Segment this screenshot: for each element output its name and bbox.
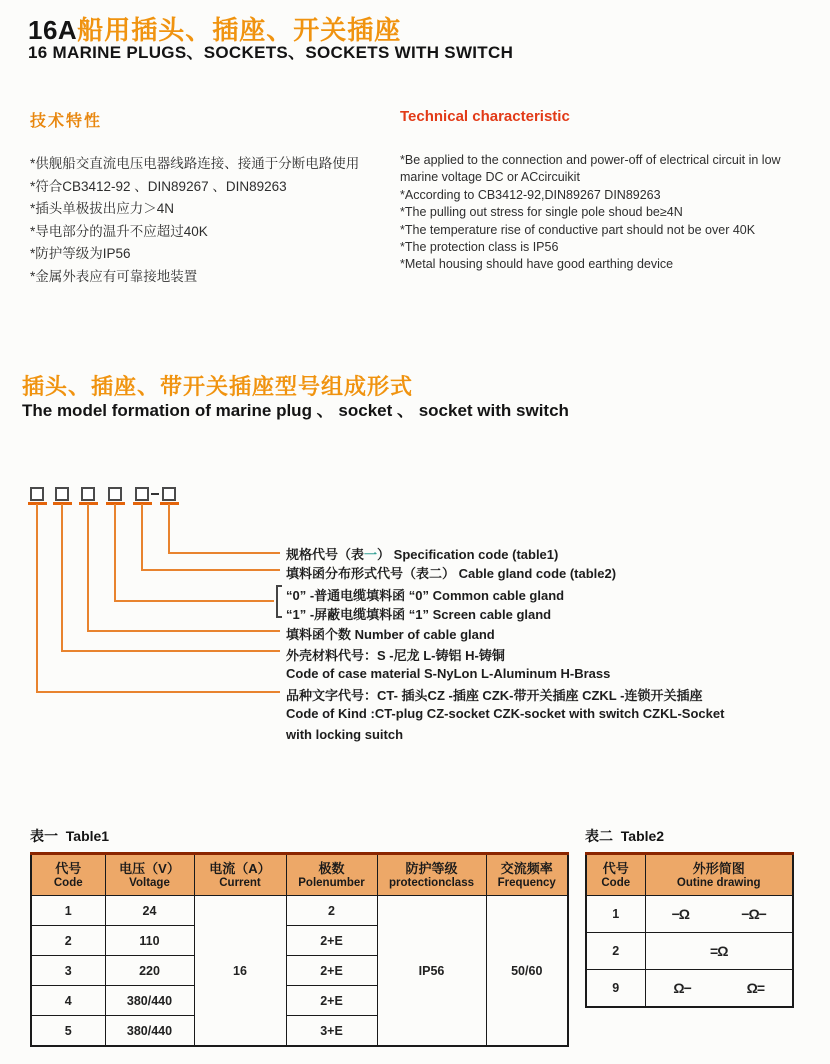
table-row	[586, 896, 793, 933]
table2-header-drawing	[645, 854, 793, 896]
page-subtitle: 16 MARINE PLUGS、SOCKETS、SOCKETS WITH SWITCH	[28, 43, 514, 62]
tech-bullet-cn: *导电部分的温升不应超过40K	[30, 223, 208, 239]
tech-heading-cn: 技术特性	[30, 113, 103, 130]
header-label-cn: 防护等级	[405, 861, 458, 876]
header-label-cn: 极数	[318, 861, 345, 876]
cell-pole: 2+E	[286, 926, 377, 956]
label-specification-code	[286, 544, 558, 563]
tech-bullet-cn: *供舰船交直流电压电器线路连接、接通于分断电路使用	[30, 156, 360, 171]
table2-title-en: Table2	[620, 828, 665, 844]
cell-pole: 2	[286, 896, 377, 926]
tech-bullet-cn: *符合CB3412-92 、DIN89267 、DIN89263	[30, 178, 287, 194]
table2-header-row	[586, 854, 793, 896]
cell-code: 5	[31, 1016, 105, 1047]
connector-line	[114, 504, 116, 601]
connector-line	[141, 569, 280, 571]
cell-voltage: 110	[105, 926, 194, 956]
tech-bullet-cn: *金属外表应有可靠接地装置	[30, 268, 198, 284]
cell-voltage: 24	[105, 896, 194, 926]
cell-code: 2	[31, 926, 105, 956]
label-cable-gland-code: 填料函分布形式代号（表二） Cable gland code (table2)	[286, 566, 617, 581]
cell-code: 9	[586, 970, 645, 1008]
tech-bullet-cn: *防护等级为IP56	[30, 246, 131, 261]
model-code-dash	[151, 493, 159, 495]
header-label-cn: 代号	[602, 861, 629, 876]
header-label-en: Current	[219, 877, 261, 889]
model-heading-en: The model formation of marine plug 、 socket 、 socket with switch	[22, 401, 569, 420]
cell-protection: IP56	[377, 896, 486, 1047]
tech-bullet-cn: *插头单极拔出应力＞4N	[30, 201, 175, 216]
gland-outline-icon: −Ω	[671, 906, 690, 922]
connector-line	[36, 691, 280, 693]
tech-heading-en: Technical characteristic	[400, 108, 570, 125]
table2	[585, 852, 794, 1008]
label-kind-code-en2: with locking suitch	[286, 727, 404, 742]
cell-code: 2	[586, 933, 645, 970]
label-common-cable-gland: “0” -普通电缆填料函 “0” Common cable gland	[286, 588, 565, 603]
table1-title-cn: 表一	[30, 828, 58, 844]
cell-code: 4	[31, 986, 105, 1016]
header-label-en: Code	[601, 877, 631, 889]
model-code-box	[55, 487, 69, 501]
gland-outline-icon: Ω=	[746, 980, 765, 996]
cell-outline-drawing	[645, 933, 793, 970]
tech-bullet-en: *Metal housing should have good earthing device	[400, 257, 674, 272]
tech-bullets-en	[400, 152, 781, 274]
table1-section	[30, 826, 569, 1047]
table1-title-en: Table1	[65, 828, 110, 844]
bracket-mark	[276, 585, 282, 618]
table1-header-current	[194, 854, 286, 896]
tech-bullets-cn	[30, 153, 359, 288]
header-label-en: Code	[53, 877, 83, 889]
connector-line	[87, 630, 280, 632]
cell-pole: 2+E	[286, 986, 377, 1016]
connector-line	[168, 552, 280, 554]
table2-title-cn: 表二	[585, 828, 613, 844]
cell-code: 1	[586, 896, 645, 933]
label-spec-suffix: ） Specification code (table1)	[377, 547, 559, 562]
label-gland-count: 填料函个数 Number of cable gland	[286, 627, 495, 642]
header-label-en: Voltage	[129, 877, 170, 889]
cell-frequency: 50/60	[486, 896, 568, 1047]
model-code-box	[135, 487, 149, 501]
connector-line	[141, 504, 143, 571]
table2-header-code	[586, 854, 645, 896]
tech-bullet-en: marine voltage DC or ACcircuikit	[400, 170, 580, 185]
tech-bullet-en: *According to CB3412-92,DIN89267 DIN89263	[400, 187, 661, 202]
table1-header-code	[31, 854, 105, 896]
header-label-cn: 外形简图	[692, 861, 745, 876]
table1-header-frequency	[486, 854, 568, 896]
label-case-material-en: Code of case material S-NyLon L-Aluminum H-Brass	[286, 666, 611, 681]
label-screen-cable-gland: “1” -屏蔽电缆填料函 “1” Screen cable gland	[286, 607, 552, 622]
connector-line	[168, 504, 170, 554]
gland-outline-icon: −Ω−	[741, 906, 766, 922]
model-code-box	[81, 487, 95, 501]
header-label-en: Outine drawing	[676, 877, 761, 889]
tech-bullet-en: *The protection class is IP56	[400, 240, 559, 255]
cell-voltage: 220	[105, 956, 194, 986]
table2-title	[585, 826, 794, 846]
label-kind-code-cn: 品种文字代号：CT- 插头CZ -插座 CZK-带开关插座 CZKL -连锁开关插座	[286, 688, 703, 703]
cell-current: 16	[194, 896, 286, 1047]
header-label-cn: 交流频率	[500, 861, 553, 876]
label-kind-code-en: Code of Kind :CT-plug CZ-socket CZK-socket with switch CZKL-Socket	[286, 706, 725, 721]
page-title-chinese: 船用插头、插座、开关插座	[77, 15, 402, 45]
table-row	[586, 970, 793, 1008]
table1-header-protection	[377, 854, 486, 896]
table1-header-polenumber	[286, 854, 377, 896]
model-code-box	[30, 487, 44, 501]
table1-title	[30, 826, 569, 846]
model-code-box	[108, 487, 122, 501]
cell-outline-drawing	[645, 970, 793, 1008]
cell-code: 3	[31, 956, 105, 986]
header-label-cn: 电压（V）	[119, 861, 180, 876]
header-label-cn: 代号	[55, 861, 82, 876]
table-row	[586, 933, 793, 970]
page-title-number: 16A	[28, 15, 78, 45]
model-code-box	[162, 487, 176, 501]
connector-line	[114, 600, 274, 602]
cell-code: 1	[31, 896, 105, 926]
header-label-en: Frequency	[497, 877, 556, 889]
cell-pole: 3+E	[286, 1016, 377, 1047]
model-code-diagram	[0, 478, 830, 773]
header-label-en: Polenumber	[298, 877, 365, 889]
connector-line	[61, 504, 63, 652]
header-label-en: protectionclass	[389, 877, 474, 889]
tech-bullet-en: *Be applied to the connection and power-off of electrical circuit in low	[400, 153, 781, 167]
model-heading-cn: 插头、插座、带开关插座型号组成形式	[22, 374, 414, 399]
gland-outline-icon: =Ω	[710, 943, 728, 959]
table1	[30, 852, 569, 1047]
table1-header-row	[31, 854, 568, 896]
header-label-cn: 电流（A）	[209, 861, 271, 876]
connector-line	[61, 650, 280, 652]
connector-line	[36, 504, 38, 693]
cell-pole: 2+E	[286, 956, 377, 986]
gland-outline-icon: Ω−	[673, 980, 691, 996]
label-spec-prefix: 规格代号（表	[286, 547, 365, 562]
table1-header-voltage	[105, 854, 194, 896]
connector-line	[87, 504, 89, 632]
label-spec-mark: 一	[364, 547, 378, 562]
table2-section	[585, 826, 794, 1008]
label-case-material-cn: 外壳材料代号：S -尼龙 L-铸铝 H-铸铜	[286, 648, 505, 663]
cell-voltage: 380/440	[105, 986, 194, 1016]
tech-bullet-en: *The temperature rise of conductive part should not be over 40K	[400, 222, 756, 237]
cell-voltage: 380/440	[105, 1016, 194, 1047]
cell-outline-drawing	[645, 896, 793, 933]
table-row	[31, 896, 568, 926]
tech-bullet-en: *The pulling out stress for single pole shoud be≥4N	[400, 205, 683, 220]
